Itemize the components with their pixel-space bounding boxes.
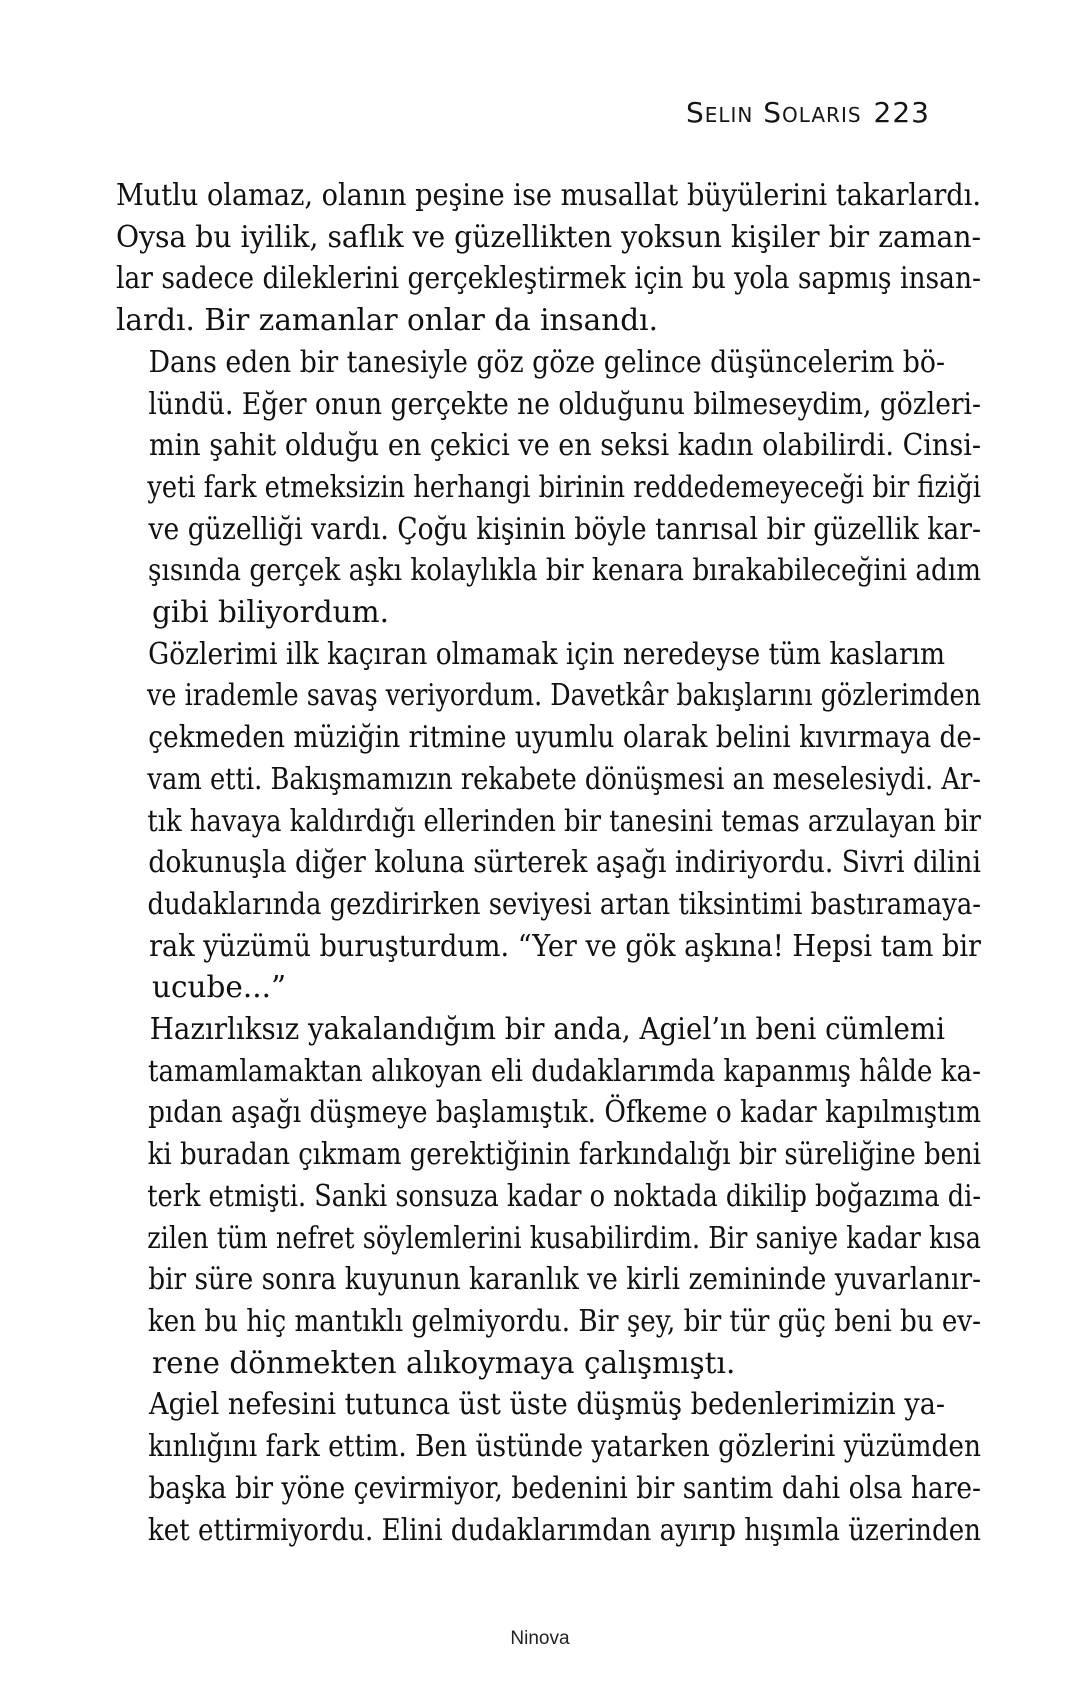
text-line: dokunuşla diğer koluna sürterek aşağı indiriyordu. Sivri dilini — [148, 845, 982, 880]
paragraph-2 — [116, 342, 981, 634]
running-header-author: Selin Solaris — [685, 96, 862, 129]
text-line: ken bu hiç mantıklı gelmiyordu. Bir şey, bir tür güç beni bu ev- — [147, 1303, 981, 1338]
text-line: ucube...” — [152, 970, 287, 1005]
text-line: ve güzelliği vardı. Çoğu kişinin böyle tanrısal bir güzellik kar- — [148, 511, 981, 546]
paragraph-4 — [116, 1009, 981, 1384]
paragraph-1 — [116, 175, 981, 342]
text-line: rak yüzümü buruşturdum. “Yer ve gök aşkına! Hepsi tam bir — [149, 928, 981, 963]
running-header — [686, 96, 930, 129]
text-line: gibi biliyordum. — [152, 595, 389, 630]
text-line: yeti fark etmeksizin herhangi birinin reddedemeyeceği bir fiziği — [147, 469, 982, 504]
page-number: 223 — [873, 96, 930, 129]
text-line: Mutlu olamaz, olanın peşine ise musallat büyülerini takarlardı. — [116, 178, 981, 212]
text-line: başka bir yöne çevirmiyor, bedenini bir santim dahi olsa hare- — [148, 1470, 981, 1505]
text-line: ve irademle savaş veriyordum. Davetkâr bakışlarını gözlerimden — [147, 678, 982, 713]
text-line: ki buradan çıkmam gerektiğinin farkındalığı bir süreliğine beni — [147, 1137, 982, 1172]
text-line: rene dönmekten alıkoymaya çalışmıştı. — [152, 1345, 736, 1380]
text-line: şısında gerçek aşkı kolaylıkla bir kenara bırakabileceğini adım — [148, 553, 981, 588]
text-line: lardı. Bir zamanlar onlar da insandı. — [116, 303, 658, 338]
text-line: kınlığını fark ettim. Ben üstünde yatarken gözlerini yüzümden — [148, 1429, 982, 1464]
text-line: tamamlamaktan alıkoyan eli dudaklarımda kapanmış hâlde ka- — [147, 1053, 982, 1088]
publisher-footer: Ninova — [510, 1628, 570, 1649]
text-line: çekmeden müziğin ritmine uyumlu olarak belini kıvırmaya de- — [148, 720, 982, 755]
text-line: Hazırlıksız yakalandığım bir anda, Agiel’ın beni cümlemi — [149, 1012, 945, 1047]
text-line: Agiel nefesini tutunca üst üste düşmüş bedenlerimizin ya- — [149, 1387, 945, 1422]
paragraph-3 — [116, 634, 981, 1009]
text-line: Gözlerimi ilk kaçıran olmamak için neredeyse tüm kaslarım — [148, 636, 945, 671]
text-line: lar sadece dileklerini gerçekleştirmek için bu yola sapmış insan- — [116, 261, 981, 296]
text-line: Dans eden bir tanesiyle göz göze gelince düşüncelerim bö- — [148, 344, 945, 379]
text-line: lündü. Eğer onun gerçekte ne olduğunu bilmeseydim, gözleri- — [148, 386, 981, 421]
text-line: Oysa bu iyilik, saflık ve güzellikten yoksun kişiler bir zaman- — [116, 219, 981, 254]
text-line: dudaklarında gezdirirken seviyesi artan tiksintimi bastıramaya- — [147, 886, 981, 921]
text-line: terk etmişti. Sanki sonsuza kadar o noktada dikilip boğazıma di- — [147, 1178, 981, 1213]
text-line: pıdan aşağı düşmeye başlamıştık. Öfkeme o kadar kapılmıştım — [148, 1095, 981, 1130]
text-line: zilen tüm nefret söylemlerini kusabilirdim. Bir saniye kadar kısa — [147, 1220, 982, 1255]
text-line: bir süre sonra kuyunun karanlık ve kirli zemininde yuvarlanır- — [148, 1262, 981, 1297]
paragraph-5 — [116, 1384, 981, 1551]
page-body — [116, 175, 981, 1551]
text-line: vam etti. Bakışmamızın rekabete dönüşmesi an meselesiydi. Ar- — [147, 761, 981, 796]
text-line: tık havaya kaldırdığı ellerinden bir tanesini temas arzulayan bir — [147, 803, 981, 838]
text-line: ket ettirmiyordu. Elini dudaklarımdan ayırıp hışımla üzerinden — [147, 1512, 981, 1547]
text-line: min şahit olduğu en çekici ve en seksi kadın olabilirdi. Cinsi- — [149, 428, 982, 463]
